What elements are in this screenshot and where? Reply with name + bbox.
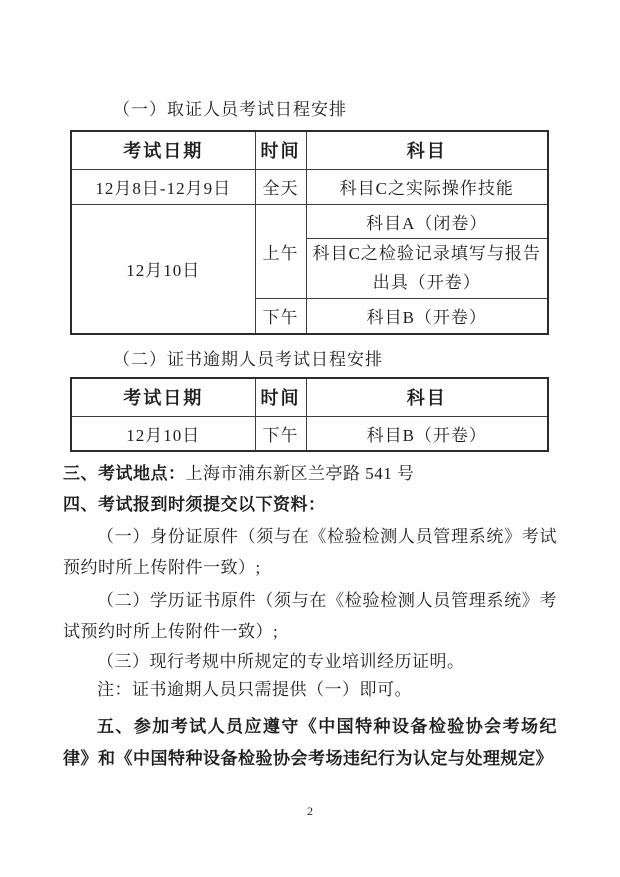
time-cell: 上午: [255, 204, 306, 298]
paragraph-exam-rules: 五、参加考试人员应遵守《中国特种设备检验协会考场纪律》和《中国特种设备检验协会考场违纪行为认定与处理规定》: [63, 717, 557, 768]
paragraph-material-item-2: （二）学历证书原件（须与在《检验检测人员管理系统》考试预约时所上传附件一致）;: [63, 591, 557, 641]
certification-exam-schedule-table: [70, 130, 549, 335]
time-cell: 下午: [255, 416, 306, 451]
subject-cell: 科目C之实际操作技能: [306, 169, 548, 204]
exam-date-cell: 12月10日: [71, 204, 255, 334]
expired-certificate-exam-schedule-table: [70, 377, 549, 452]
time-cell: 下午: [255, 298, 306, 334]
page-number: 2: [307, 804, 313, 818]
section-heading-expired-certificate-schedule: （二）证书逾期人员考试日程安排: [113, 350, 383, 369]
exam-location-label: 三、考试地点：: [63, 464, 186, 483]
paragraph-note: 注：证书逾期人员只需提供（一）即可。: [97, 680, 412, 699]
header-time: 时间: [255, 131, 306, 169]
exam-location-value: 上海市浦东新区兰亭路 541 号: [185, 464, 415, 483]
table-header-row: [71, 378, 548, 416]
table-row: [71, 204, 548, 238]
subject-cell: 科目B（开卷）: [306, 298, 548, 334]
subject-cell: 科目A（闭卷）: [306, 204, 548, 238]
subject-cell: 科目B（开卷）: [306, 416, 548, 451]
paragraph-exam-location: [63, 458, 557, 489]
exam-date-cell: 12月10日: [71, 416, 255, 451]
subject-cell: 科目C之检验记录填写与报告出具（开卷）: [306, 238, 548, 298]
time-cell: 全天: [255, 169, 306, 204]
table-header-row: [71, 131, 548, 169]
paragraph-materials-heading: 四、考试报到时须提交以下资料：: [63, 495, 326, 514]
header-exam-date: 考试日期: [71, 131, 255, 169]
header-exam-date: 考试日期: [71, 378, 255, 416]
section-heading-certification-schedule: （一）取证人员考试日程安排: [113, 100, 347, 119]
paragraph-material-item-1: （一）身份证原件（须与在《检验检测人员管理系统》考试预约时所上传附件一致）;: [63, 527, 557, 577]
table-row: [71, 169, 548, 204]
paragraph-material-item-3: （三）现行考规中所规定的专业培训经历证明。: [97, 652, 465, 671]
header-time: 时间: [255, 378, 306, 416]
exam-date-cell: 12月8日-12月9日: [71, 169, 255, 204]
header-subject: 科目: [306, 131, 548, 169]
table-row: [71, 416, 548, 451]
header-subject: 科目: [306, 378, 548, 416]
